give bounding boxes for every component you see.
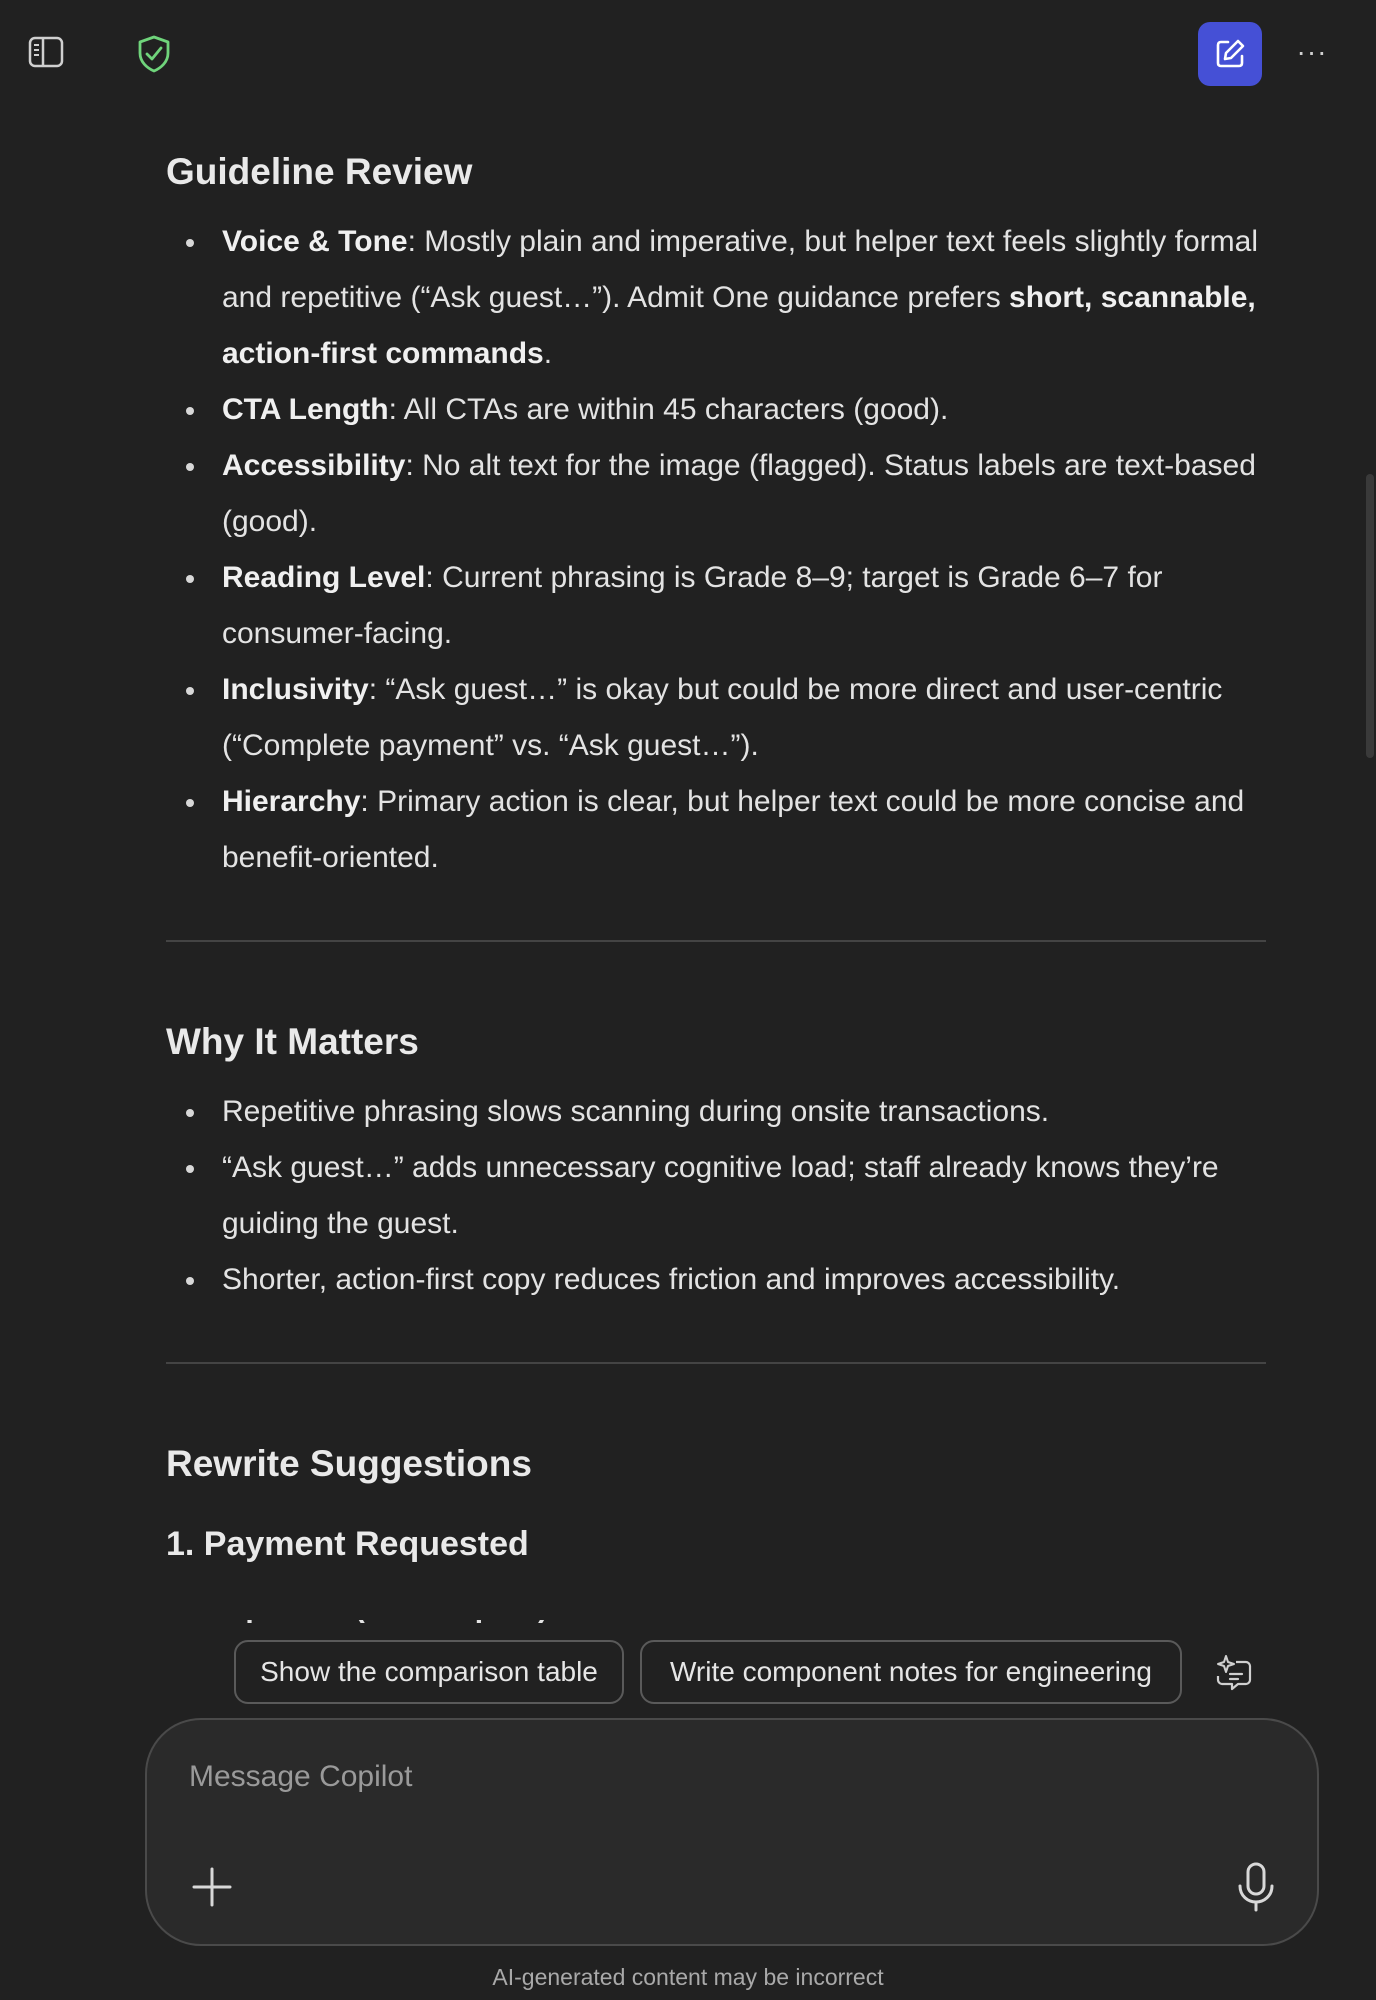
list-item [166, 382, 1266, 438]
item-text: : Current phrasing is Grade 8–9; target is Grade 6–7 for consumer-facing. [222, 561, 1163, 650]
item-text: : “Ask guest…” is okay but could be more direct and user-centric (“Complete payment” vs. “Ask guest…”). [222, 673, 1223, 762]
item-label: Voice & Tone [222, 225, 408, 258]
item-text: . [543, 337, 553, 370]
suggestion-chip[interactable]: Show the comparison table [234, 1640, 624, 1704]
list-item [166, 214, 1266, 382]
new-chat-icon [1214, 38, 1246, 70]
why-list [166, 1084, 1266, 1308]
list-item: “Ask guest…” adds unnecessary cognitive load; staff already knows they’re guiding the guest. [166, 1140, 1266, 1252]
list-item [166, 438, 1266, 550]
item-text: : Primary action is clear, but helper text could be more concise and benefit-oriented. [222, 785, 1245, 874]
suggestion-chips [0, 1640, 1376, 1704]
message-content [166, 110, 1266, 1605]
guideline-list [166, 214, 1266, 886]
section-title: Rewrite Suggestions [166, 1443, 532, 1484]
top-bar [0, 0, 1376, 110]
message-input[interactable] [187, 1752, 1187, 1802]
sidebar-toggle-icon[interactable] [24, 30, 68, 74]
item-label: Accessibility [222, 449, 406, 482]
divider [166, 940, 1266, 942]
section-title: Guideline Review [166, 151, 473, 192]
item-emphasis: short, scannable, action-first commands [222, 281, 1256, 370]
item-text: : No alt text for the image (flagged). Status labels are text-based (good). [222, 449, 1256, 538]
list-item [166, 662, 1266, 774]
item-label: Reading Level [222, 561, 426, 594]
scrollbar-thumb[interactable] [1366, 474, 1374, 758]
sparkle-chat-icon[interactable] [1208, 1648, 1256, 1696]
list-item: Repetitive phrasing slows scanning during onsite transactions. [166, 1084, 1266, 1140]
list-item [166, 550, 1266, 662]
plus-icon[interactable] [187, 1862, 237, 1912]
shield-check-icon[interactable] [130, 30, 178, 78]
new-chat-button[interactable] [1198, 22, 1262, 86]
content-fade [0, 1590, 1376, 1620]
item-label: Hierarchy [222, 785, 361, 818]
item-label: Inclusivity [222, 673, 369, 706]
more-icon[interactable]: ··· [1296, 36, 1328, 67]
list-item [166, 774, 1266, 886]
disclaimer-text: AI-generated content may be incorrect [492, 1964, 884, 1990]
message-composer [145, 1718, 1319, 1946]
item-text: : All CTAs are within 45 characters (good). [388, 393, 949, 426]
suggestion-chip[interactable]: Write component notes for engineering [640, 1640, 1182, 1704]
item-text: : Mostly plain and imperative, but helper text feels slightly formal and repetitive (“Ask guest…”). Admit One guidance prefers [222, 225, 1258, 314]
section-title: Why It Matters [166, 1021, 419, 1062]
list-item: Shorter, action-first copy reduces friction and improves accessibility. [166, 1252, 1266, 1308]
item-label: CTA Length [222, 393, 389, 426]
microphone-icon[interactable] [1231, 1860, 1281, 1914]
subsection-title: 1. Payment Requested [166, 1525, 529, 1563]
divider [166, 1362, 1266, 1364]
